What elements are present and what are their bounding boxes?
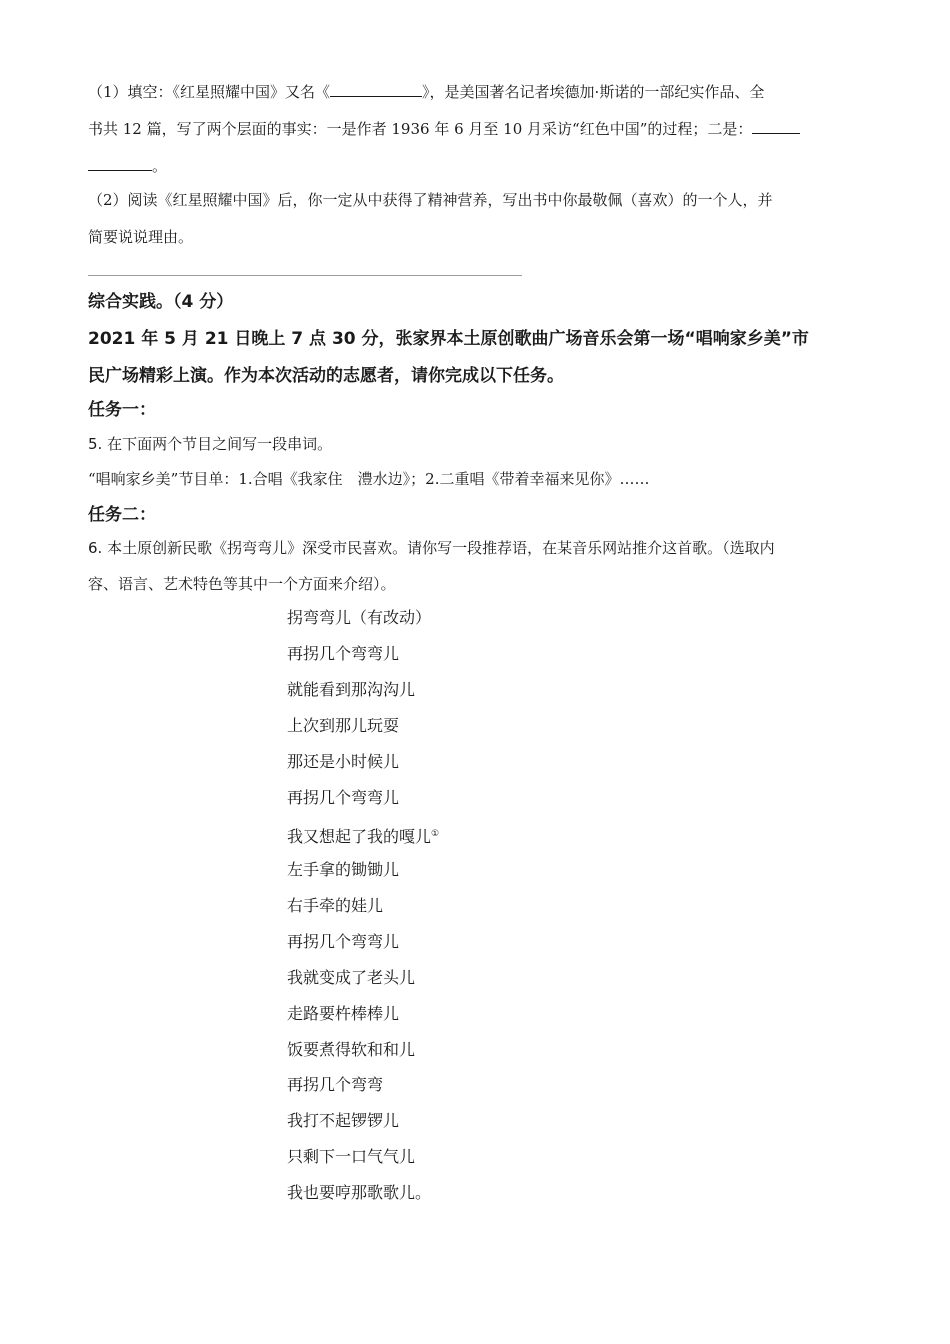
question-1-line-1	[88, 81, 764, 102]
poem-line: 再拐几个弯弯儿	[287, 788, 400, 807]
poem-line: 左手拿的锄锄儿	[287, 860, 400, 879]
poem-line: 走路要杵棒棒儿	[287, 1004, 400, 1023]
poem-line: 再拐几个弯弯	[287, 1075, 384, 1094]
question-2-line-2: 简要说说理由。	[88, 228, 194, 246]
poem-line: 饭要煮得软和和儿	[287, 1040, 416, 1059]
practice-title: 综合实践。（4 分）	[88, 292, 234, 312]
answer-blank-alias[interactable]	[330, 81, 422, 97]
task-2-heading: 任务二：	[88, 505, 156, 525]
practice-intro-line-2: 民广场精彩上演。作为本次活动的志愿者，请你完成以下任务。	[88, 366, 564, 386]
poem-line: 上次到那儿玩耍	[287, 716, 400, 735]
program-list: “唱响家乡美”节目单：1.合唱《我家住 澧水边》；2.二重唱《带着幸福来见你》……	[88, 470, 650, 488]
question-1-text-c: 书共 12 篇，写了两个层面的事实：一是作者 1936 年 6 月至 10 月采访“红色中国”的过程；二是：	[88, 120, 753, 138]
poem-line: 我打不起锣锣儿	[287, 1111, 400, 1130]
poem-line: 再拐几个弯弯儿	[287, 644, 400, 663]
poem-line: 就能看到那沟沟儿	[287, 680, 416, 699]
question-5-number: 5.	[88, 435, 103, 453]
practice-intro-line-1: 2021 年 5 月 21 日晚上 7 点 30 分，张家界本土原创歌曲广场音乐会第一场“唱响家乡美”市	[88, 329, 809, 349]
question-6-text: 本土原创新民歌《拐弯弯儿》深受市民喜欢。请你写一段推荐语，在某音乐网站推介这首歌。（选取内	[102, 539, 775, 557]
question-1-line-3	[88, 155, 167, 176]
answer-blank-second-fact-a[interactable]	[752, 118, 800, 134]
question-1-line-2	[88, 118, 800, 139]
question-1-text-b: 》，是美国著名记者埃德加·斯诺的一部纪实作品、全	[422, 83, 765, 101]
task-1-heading: 任务一：	[88, 400, 156, 420]
question-6-number: 6.	[88, 539, 103, 557]
question-6-line-1	[88, 538, 775, 558]
answer-blank-second-fact-b[interactable]	[88, 155, 152, 171]
poem-line-with-footnote	[287, 824, 439, 847]
poem-line: 我就变成了老头儿	[287, 968, 416, 987]
poem-line: 我也要哼那歌歌儿。	[287, 1183, 432, 1202]
section-divider	[88, 275, 522, 276]
question-1-text-a: （1）填空：《红星照耀中国》又名《	[88, 83, 331, 101]
poem-line: 那还是小时候儿	[287, 752, 400, 771]
poem-line: 只剩下一口气气儿	[287, 1147, 416, 1166]
poem-line: 再拐几个弯弯儿	[287, 932, 400, 951]
question-5-text: 在下面两个节目之间写一段串词。	[102, 435, 333, 453]
footnote-marker: ①	[431, 829, 440, 839]
question-2-line-1: （2）阅读《红星照耀中国》后，你一定从中获得了精神营养，写出书中你最敬佩（喜欢）的一个人，并	[88, 191, 773, 209]
question-5	[88, 434, 332, 454]
question-6-line-2: 容、语言、艺术特色等其中一个方面来介绍）。	[88, 575, 396, 593]
poem-title: 拐弯弯儿（有改动）	[287, 608, 432, 627]
question-1-text-d: 。	[152, 157, 168, 175]
poem-line: 右手牵的娃儿	[287, 896, 384, 915]
poem-line: 我又想起了我的嘎儿	[287, 827, 432, 846]
